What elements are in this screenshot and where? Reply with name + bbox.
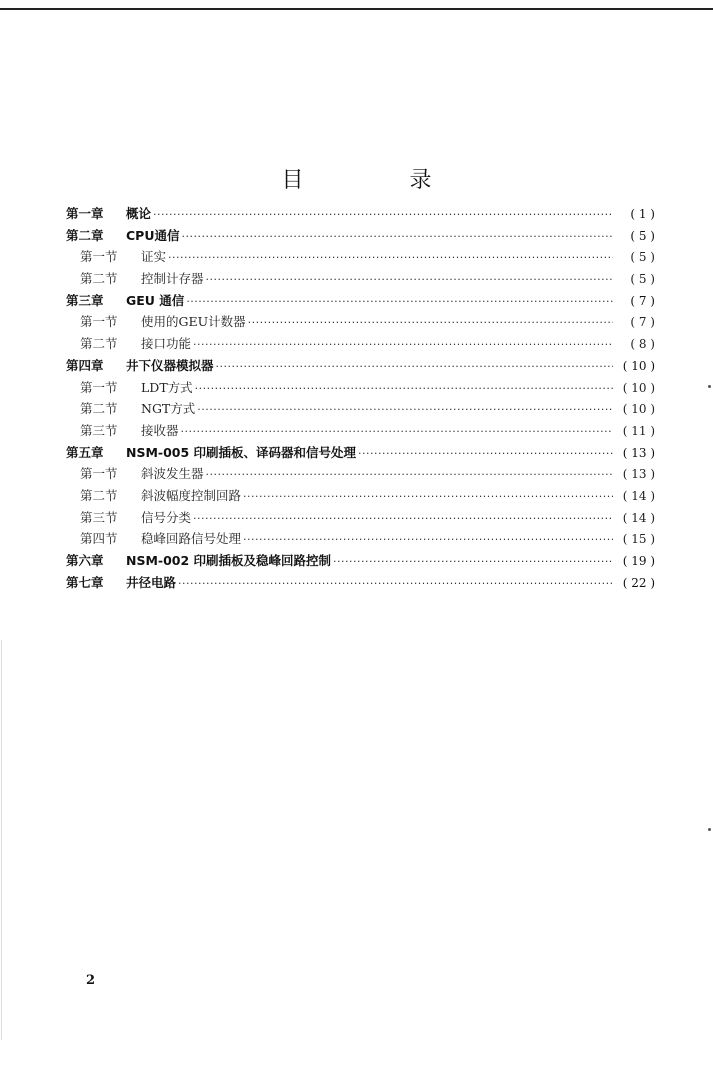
toc-entry-page: ( 7 ) xyxy=(630,315,655,330)
toc-section-entry xyxy=(66,378,655,400)
toc-entry-page: ( 5 ) xyxy=(630,250,655,265)
toc-chapter-entry xyxy=(66,226,655,248)
toc-section-entry xyxy=(66,421,655,443)
toc-entry-label: 斜波幅度控制回路 xyxy=(141,487,242,503)
toc-entry-label: NSM-005 印刷插板、译码器和信号处理 xyxy=(126,444,357,460)
page-title: 目 录 xyxy=(281,168,474,193)
toc-entry-number: 第七章 xyxy=(66,574,104,590)
top-rule xyxy=(0,8,713,10)
toc-entry-label: CPU通信 xyxy=(126,227,180,243)
toc-entry-number: 第一章 xyxy=(66,206,104,221)
toc-chapter-entry xyxy=(66,443,655,465)
toc-entry-label: NSM-002 印刷插板及稳峰回路控制 xyxy=(126,553,332,568)
toc-entry-number: 第三章 xyxy=(66,292,104,308)
toc-entry-number: 第二节 xyxy=(80,336,118,352)
toc-entry-page: ( 11 ) xyxy=(622,423,655,438)
toc-section-entry xyxy=(66,464,655,486)
toc-section-entry xyxy=(66,247,655,269)
toc-dot-leader xyxy=(182,228,614,243)
toc-entry-number: 第三节 xyxy=(80,422,118,438)
toc-dot-leader xyxy=(197,401,613,416)
toc-dot-leader xyxy=(153,206,613,221)
toc-dot-leader xyxy=(186,293,613,308)
toc-entry-page: ( 14 ) xyxy=(622,510,655,525)
toc-entry-number: 第五章 xyxy=(66,444,104,460)
page-number: 2 xyxy=(86,973,96,988)
toc-entry-number: 第一节 xyxy=(80,466,118,482)
table-of-contents xyxy=(66,204,655,594)
toc-dot-leader xyxy=(243,488,613,503)
toc-entry-number: 第六章 xyxy=(66,553,104,568)
toc-entry-number: 第二节 xyxy=(80,401,118,417)
toc-dot-leader xyxy=(195,380,613,395)
toc-entry-number: 第四章 xyxy=(66,357,104,373)
toc-section-entry xyxy=(66,334,655,356)
toc-dot-leader xyxy=(333,553,613,568)
toc-chapter-entry xyxy=(66,356,655,378)
toc-entry-label: 井下仪器模拟器 xyxy=(126,357,214,373)
toc-section-entry xyxy=(66,508,655,530)
toc-dot-leader xyxy=(178,575,613,590)
toc-chapter-entry xyxy=(66,291,655,313)
toc-dot-leader xyxy=(206,466,613,481)
toc-entry-number: 第一节 xyxy=(80,314,118,330)
toc-chapter-entry xyxy=(66,573,655,595)
toc-entry-page: ( 8 ) xyxy=(630,337,655,352)
toc-entry-label: 稳峰回路信号处理 xyxy=(141,531,242,547)
toc-entry-number: 第一节 xyxy=(80,249,118,265)
toc-entry-label: 接口功能 xyxy=(141,336,192,352)
toc-entry-label: 概论 xyxy=(126,206,152,221)
toc-dot-leader xyxy=(181,423,613,438)
toc-chapter-entry xyxy=(66,551,655,573)
toc-entry-page: ( 13 ) xyxy=(622,445,655,460)
toc-dot-leader xyxy=(193,336,613,351)
toc-entry-label: 信号分类 xyxy=(141,509,192,525)
toc-section-entry xyxy=(66,486,655,508)
toc-dot-leader xyxy=(206,271,613,286)
toc-section-entry xyxy=(66,269,655,291)
toc-entry-label: 井径电路 xyxy=(126,574,177,590)
toc-dot-leader xyxy=(358,445,613,460)
toc-entry-label: 斜波发生器 xyxy=(141,466,204,482)
toc-entry-page: ( 7 ) xyxy=(630,293,655,308)
scan-speck xyxy=(708,828,711,831)
toc-entry-label: GEU 通信 xyxy=(126,292,185,308)
toc-entry-page: ( 14 ) xyxy=(622,488,655,503)
toc-entry-label: 接收器 xyxy=(141,422,179,438)
toc-chapter-entry xyxy=(66,204,655,226)
toc-entry-page: ( 19 ) xyxy=(622,554,655,568)
toc-section-entry xyxy=(66,399,655,421)
toc-entry-page: ( 10 ) xyxy=(622,380,655,395)
scan-speck xyxy=(708,385,711,388)
toc-dot-leader xyxy=(193,510,613,525)
toc-entry-page: ( 13 ) xyxy=(622,467,655,482)
toc-entry-page: ( 22 ) xyxy=(622,575,655,590)
toc-entry-number: 第四节 xyxy=(80,531,118,547)
toc-entry-number: 第二节 xyxy=(80,271,118,287)
toc-dot-leader xyxy=(248,314,613,329)
toc-entry-page: ( 10 ) xyxy=(622,402,655,417)
toc-entry-page: ( 1 ) xyxy=(630,207,655,221)
toc-entry-label: NGT方式 xyxy=(141,401,196,417)
toc-entry-page: ( 15 ) xyxy=(622,532,655,547)
toc-section-entry xyxy=(66,529,655,551)
toc-entry-number: 第一节 xyxy=(80,379,118,395)
toc-entry-page: ( 5 ) xyxy=(630,272,655,287)
toc-entry-label: 使用的GEU计数器 xyxy=(141,314,246,330)
toc-entry-page: ( 10 ) xyxy=(622,358,655,373)
toc-entry-label: LDT方式 xyxy=(141,379,193,395)
toc-entry-number: 第三节 xyxy=(80,509,118,525)
page-edge-shadow xyxy=(1,640,2,1040)
toc-section-entry xyxy=(66,312,655,334)
toc-entry-page: ( 5 ) xyxy=(630,228,655,243)
toc-dot-leader xyxy=(216,358,613,373)
toc-dot-leader xyxy=(168,249,613,264)
toc-dot-leader xyxy=(243,531,613,546)
toc-entry-number: 第二章 xyxy=(66,227,104,243)
toc-entry-label: 控制计存器 xyxy=(141,271,204,287)
toc-entry-number: 第二节 xyxy=(80,487,118,503)
toc-entry-label: 证实 xyxy=(141,249,167,265)
